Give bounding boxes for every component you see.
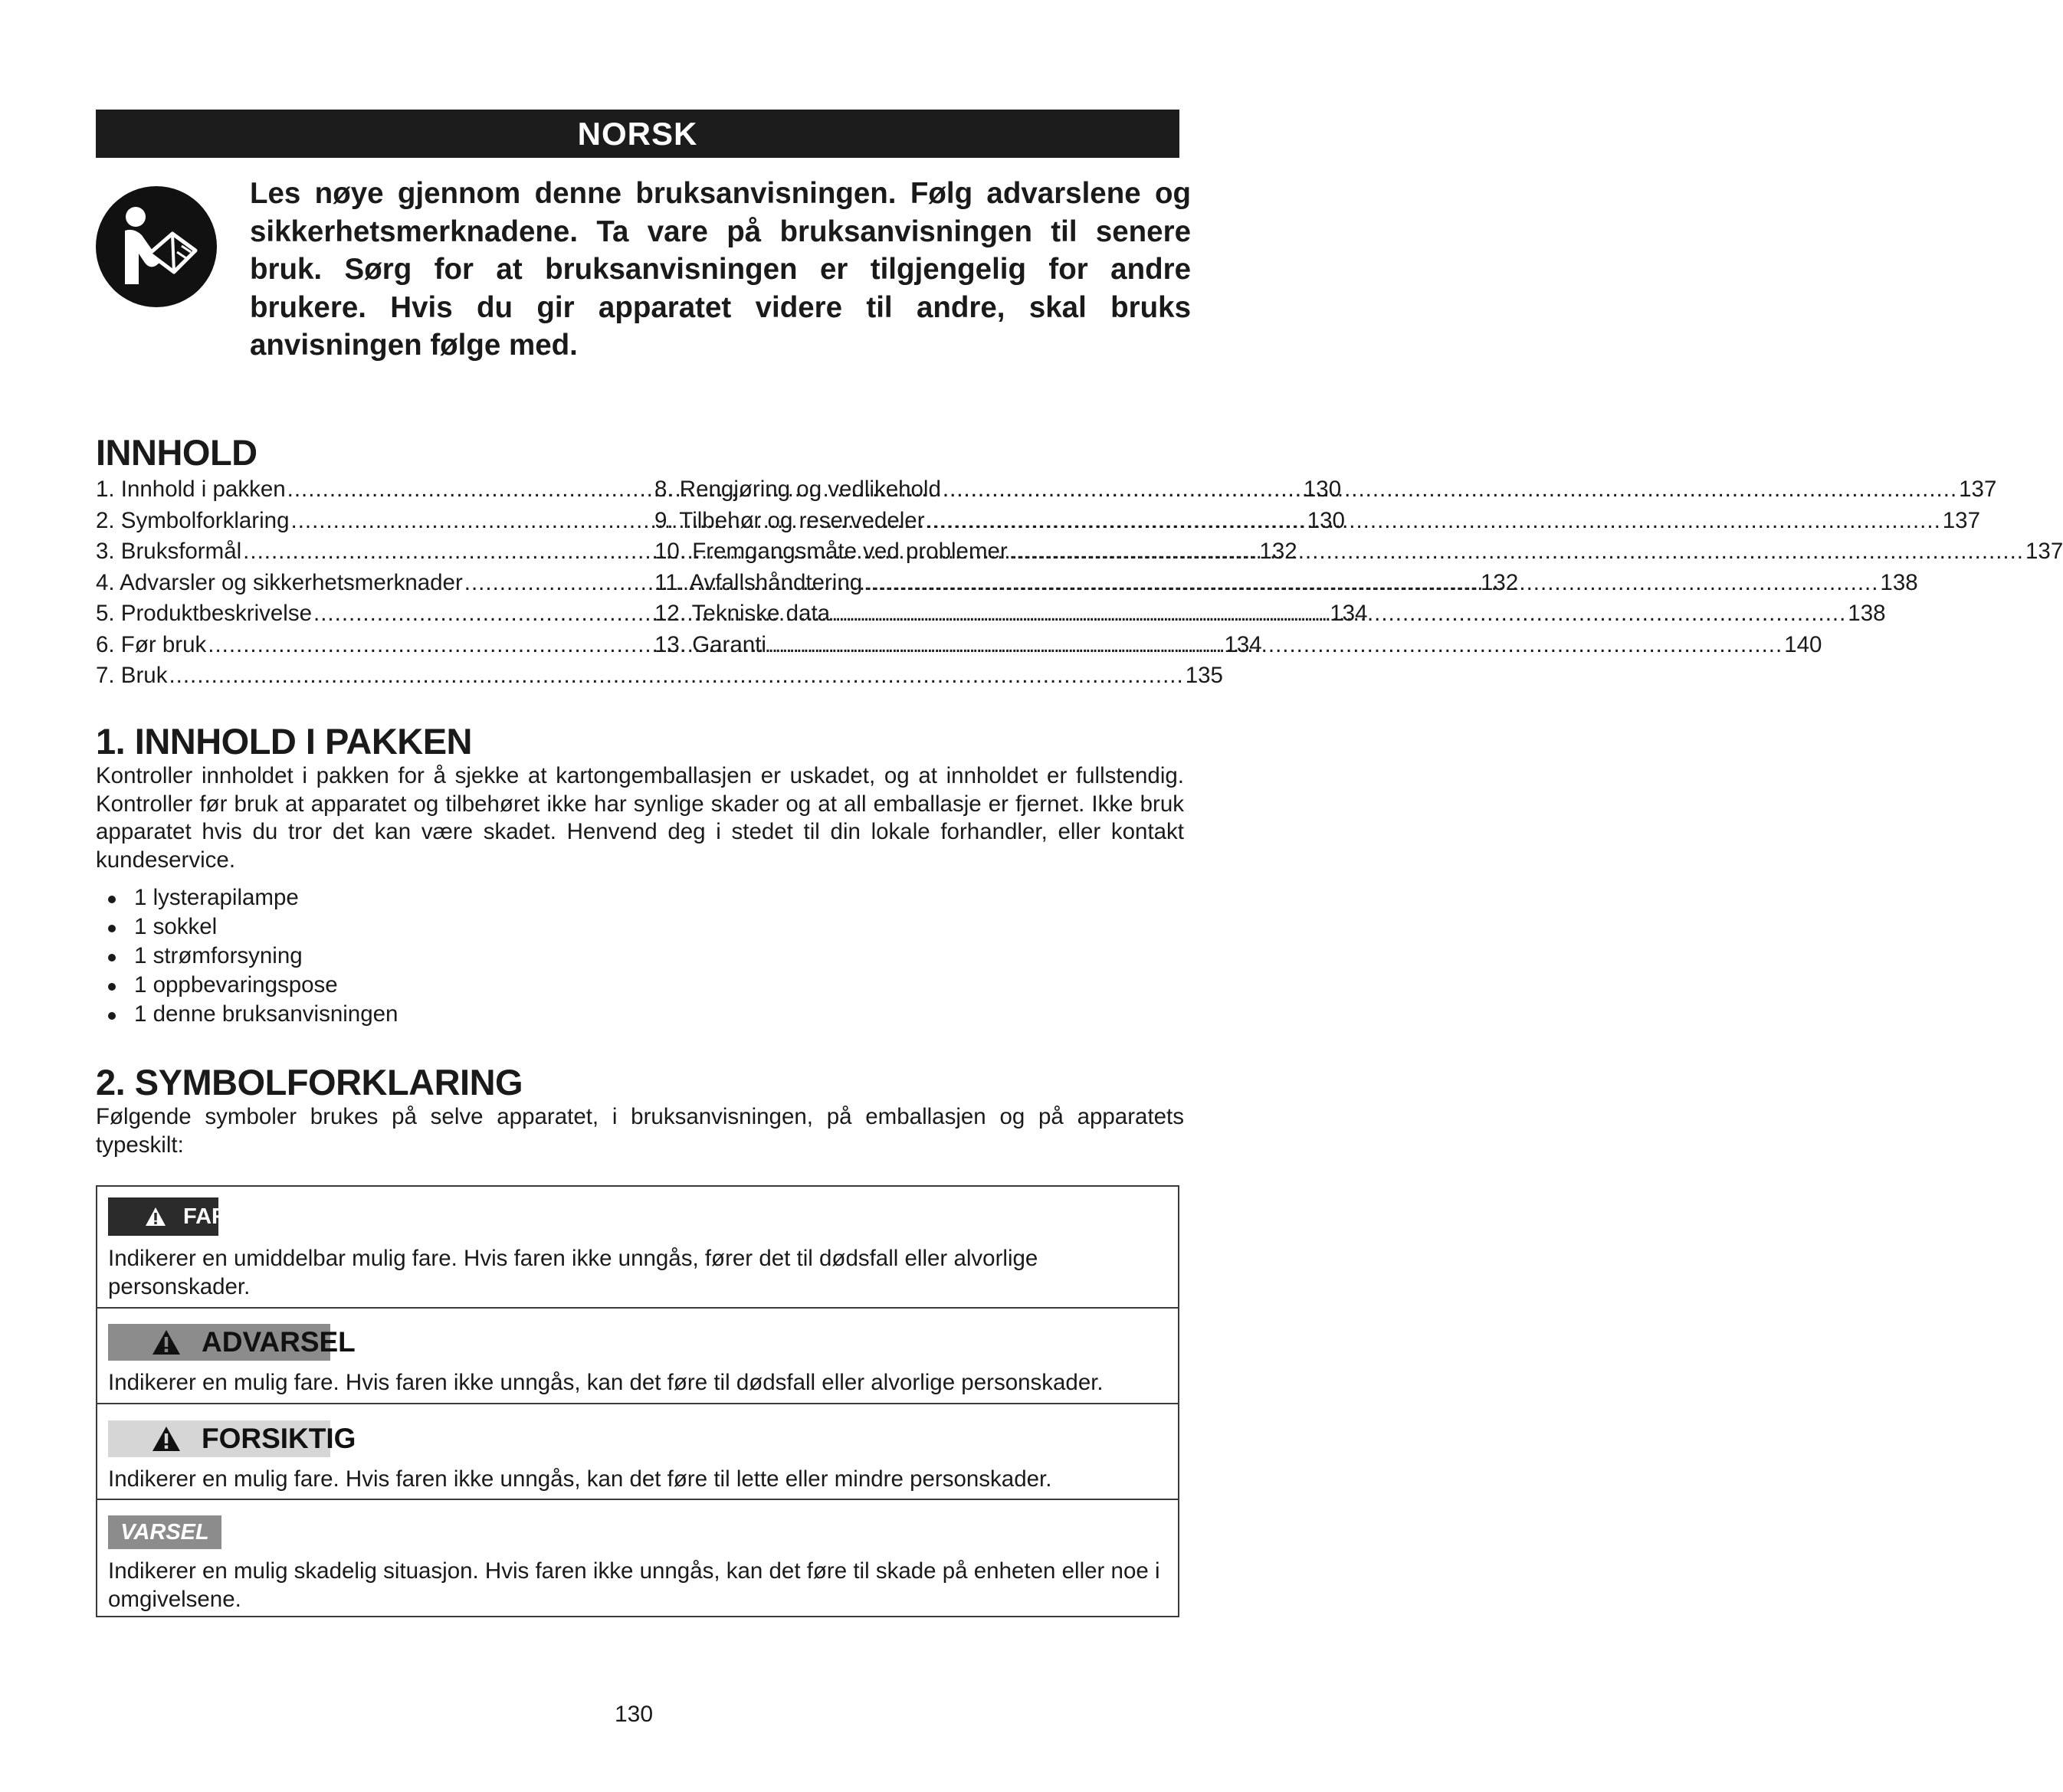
toc-entry-page: 135 — [1185, 663, 1223, 688]
toc-title: INNHOLD — [96, 432, 257, 473]
toc-entry-page: 138 — [1848, 601, 1886, 626]
warning-triangle-icon — [151, 1328, 182, 1356]
intro-text: Les nøye gjennom denne bruksanvisningen. Følg advarslene og sikkerhetsmerknadene. Ta vare på bruksanvisningen til senere bruk. Sørg for at bruksanvisningen er tilgjengelig for andre brukere. Hvis du gir apparatet videre til andre, skal bruks anvisningen følge med. — [250, 177, 1191, 362]
toc-entry-page: 138 — [1880, 569, 1918, 595]
symbol-row-forsiktig — [97, 1403, 1178, 1500]
toc-entry-label: 6. Før bruk — [96, 631, 207, 657]
list-item: 1 strømforsyning — [96, 942, 398, 971]
toc-entry-page: 130 — [1307, 507, 1345, 533]
section-2-text: Følgende symboler brukes på selve apparatet, i bruksanvisningen, på emballasjen og på apparatets typeskilt: — [96, 1104, 1184, 1158]
toc-entry-page: 140 — [1784, 631, 1822, 657]
section-2-title: 2. SYMBOLFORKLARING — [96, 1062, 523, 1102]
toc-entry-label: 2. Symbolforklaring — [96, 507, 290, 533]
toc-entry-label: 10. Fremgangsmåte ved problemer — [654, 539, 1008, 564]
package-contents-list — [96, 883, 398, 1029]
toc-entry-page: 134 — [1224, 631, 1262, 657]
toc-entry-label: 1. Innhold i pakken — [96, 477, 286, 502]
toc-entry-page: 132 — [1481, 569, 1519, 595]
advarsel-description: Indikerer en mulig fare. Hvis faren ikke unngås, kan det føre til dødsfall eller alvorlige personskader. — [108, 1370, 1104, 1395]
forsiktig-label — [108, 1420, 1166, 1457]
toc-entry-label: 4. Advarsler og sikkerhetsmerknader — [96, 569, 463, 595]
toc-entry-page: 134 — [1330, 601, 1368, 626]
toc-leader — [167, 660, 1185, 692]
warning-triangle-icon — [145, 1207, 166, 1227]
toc-leader — [830, 598, 1848, 630]
varsel-label-text: VARSEL — [120, 1519, 209, 1545]
fare-label-text: FARE — [183, 1204, 243, 1229]
toc-entry-label: 12. Tekniske data — [654, 601, 831, 626]
symbol-row-varsel — [97, 1499, 1178, 1617]
toc-entry[interactable] — [96, 660, 1223, 692]
advarsel-label — [108, 1324, 1166, 1361]
symbol-row-advarsel — [97, 1307, 1178, 1404]
toc-entry-label: 8. Rengjøring og vedlikehold — [654, 477, 941, 502]
warning-triangle-icon — [151, 1425, 182, 1453]
forsiktig-label-text: FORSIKTIG — [202, 1423, 356, 1454]
list-item: 1 lysterapilampe — [96, 883, 398, 912]
toc-entry-page: 137 — [1942, 507, 1980, 533]
toc-entry-label: 3. Bruksformål — [96, 539, 242, 564]
toc-entry-label: 13. Garanti — [654, 631, 766, 657]
toc-entry-label: 7. Bruk — [96, 663, 168, 688]
toc-entry-label: 11. Avfallshåndtering — [654, 569, 863, 595]
read-manual-icon — [96, 186, 217, 307]
toc-leader — [941, 474, 1959, 506]
toc-leader — [766, 630, 1784, 661]
toc-entry-page: 130 — [1303, 477, 1342, 502]
list-item: 1 oppbevaringspose — [96, 971, 398, 1000]
section-1-title: 1. INNHOLD I PAKKEN — [96, 721, 472, 762]
toc-entry-page: 132 — [1259, 539, 1297, 564]
fare-label — [108, 1197, 243, 1236]
fare-description: Indikerer en umiddelbar mulig fare. Hvis faren ikke unngås, fører det til dødsfall eller alvorlige personskader. — [108, 1246, 1038, 1299]
varsel-label — [108, 1515, 221, 1549]
forsiktig-description: Indikerer en mulig fare. Hvis faren ikke unngås, kan det føre til lette eller mindre personskader. — [108, 1466, 1052, 1492]
varsel-description: Indikerer en mulig skadelig situasjon. Hvis faren ikke unngås, kan det føre til skade på enheten eller noe i omgivelsene. — [108, 1558, 1160, 1612]
list-item: 1 sokkel — [96, 912, 398, 942]
toc-entry-label: 9. Tilbehør og reservedeler — [654, 507, 925, 533]
toc-entry-page: 137 — [1959, 477, 1997, 502]
language-banner: NORSK — [96, 110, 1179, 158]
advarsel-label-text: ADVARSEL — [202, 1326, 356, 1358]
toc-entry-label: 5. Produktbeskrivelse — [96, 601, 313, 626]
symbol-table — [96, 1185, 1179, 1617]
page-number: 130 — [614, 1702, 654, 1727]
toc-leader — [862, 568, 1880, 599]
toc-leader — [925, 506, 1943, 537]
symbol-row-fare — [97, 1187, 1178, 1307]
section-1-text: Kontroller innholdet i pakken for å sjekke at kartongemballasjen er uskadet, og at innholdet er fullstendig. Kontroller før bruk at apparatet og tilbehøret ikke har synlige skader og at all emballasje er fjernet. Ikke bruk apparatet hvis du tror det kan være skadet. Henvend deg i stedet til din lokale forhandler, eller kontakt kundeservice. — [96, 763, 1184, 873]
toc-leader — [1008, 536, 2025, 568]
toc-entry-page: 137 — [2025, 539, 2063, 564]
list-item: 1 denne bruksanvisningen — [96, 1000, 398, 1029]
